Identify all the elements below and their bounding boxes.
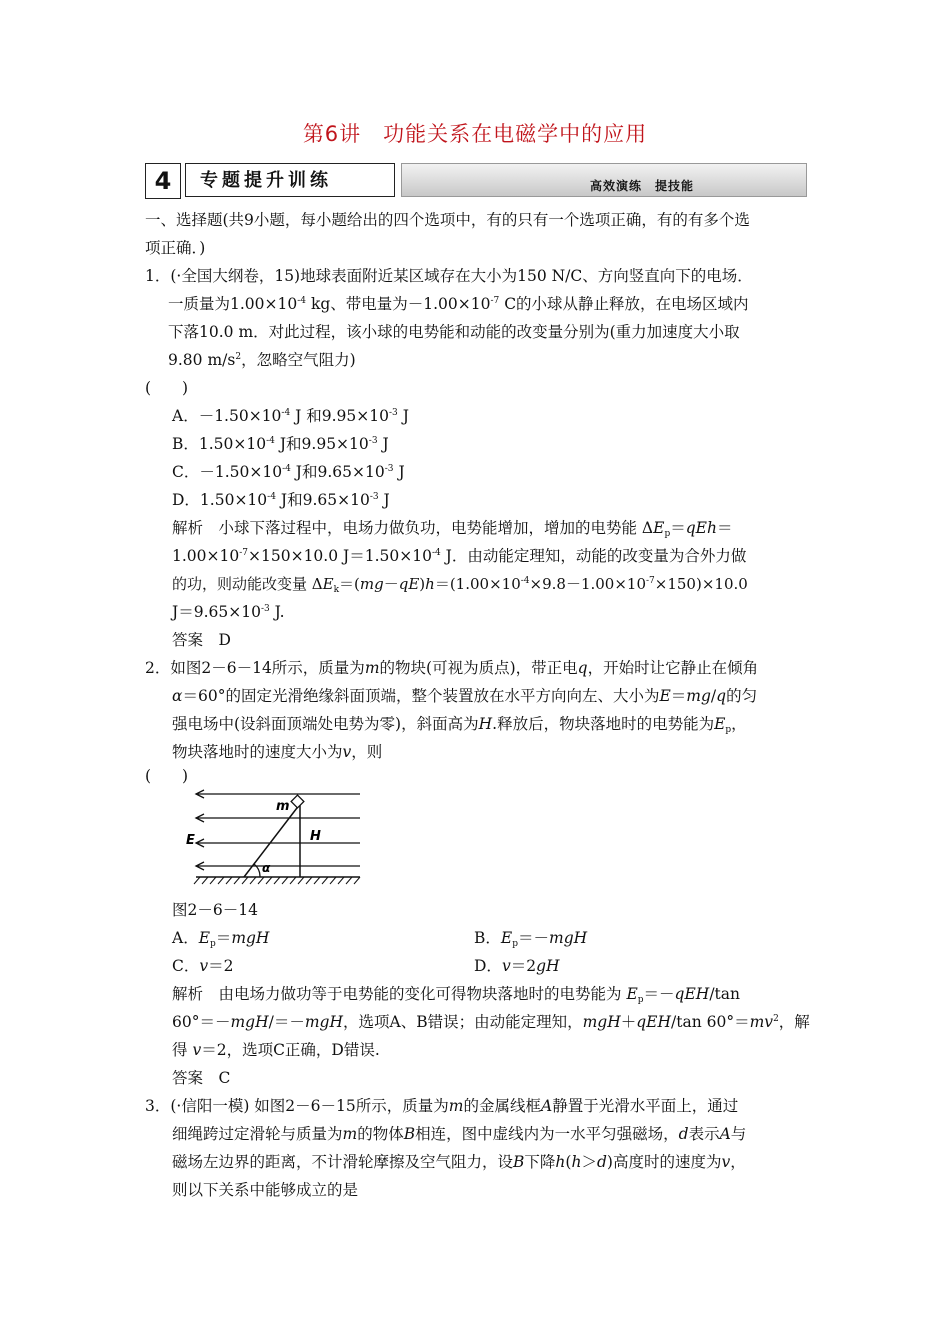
q1-stem-line-2: 一质量为$1.00\times 10^{-4}$ kg、带电量为$-1.00\times 10^{-7}$ C的小球从静止释放，在电场区域内: [168, 295, 749, 313]
q2-figure-caption: 图2－6－14: [172, 901, 258, 919]
q1-answer-blank: ( ): [145, 379, 189, 397]
q1-stem-line-3: 下落10.0 m．对此过程，该小球的电势能和动能的改变量分别为(重力加速度大小取: [168, 323, 740, 341]
fig-label-e: E: [186, 833, 195, 848]
q2-option-a: A．$E_p=mgH$: [172, 929, 270, 949]
section-number: 4: [145, 163, 181, 199]
q2-option-b: B．$E_p=-mgH$: [474, 929, 588, 949]
q1-option-a: A．$-1.50\times 10^{-4}$ J 和$9.95\times 10^{-3}$ J: [172, 407, 409, 425]
q2-stem-line-2: α＝60°的固定光滑绝缘斜面顶端，整个装置放在水平方向向左、大小为E＝mg/q的匀: [172, 687, 758, 705]
q2-answer-blank: ( ): [145, 767, 189, 785]
fig-label-alpha: α: [262, 861, 271, 875]
q2-option-d: D．v＝2gH: [474, 957, 560, 975]
q1-analysis-line-4: $J=9.65\times 10^{-3}$ J.: [172, 603, 285, 621]
q1-stem-line-4: 9.80 $m/s^2$，忽略空气阻力): [168, 351, 356, 369]
q1-option-b: B．$1.50\times 10^{-4}$ J和$9.95\times 10^{-3}$ J: [172, 435, 389, 453]
section-label: 专题提升训练: [185, 163, 395, 197]
intro-line-1: 一、选择题(共9小题，每小题给出的四个选项中，有的只有一个选项正确，有的有多个选: [145, 211, 750, 229]
q1-analysis-line-3: 的功，则动能改变量 $\Delta E_k=(mg-qE)h=(1.00\times 10^{-4}\times 9.8-1.00\times 10^{-7}\times 150)\times 10.0$: [172, 575, 748, 595]
page-title: 第6讲 功能关系在电磁学中的应用: [302, 122, 648, 146]
q3-stem-line-2: 细绳跨过定滑轮与质量为m的物体B相连，图中虚线内为一水平匀强磁场，d表示A与: [172, 1125, 747, 1143]
q2-stem-line-3: 强电场中(设斜面顶端处电势为零)，斜面高为H.释放后，物块落地时的电势能为$E_p$，: [172, 715, 747, 735]
q2-analysis-line-2: 60°＝－mgH/＝－mgH，选项A、B错误；由动能定理知，mgH＋qEH/tan $60^\circ=mv^2$，解: [172, 1013, 810, 1031]
q2-option-c: C．v＝2: [172, 957, 234, 975]
q2-analysis-line-3: 得 v＝2，选项C正确，D错误.: [172, 1041, 380, 1059]
q1-stem-line-1: 1．(·全国大纲卷，15)地球表面附近某区域存在大小为150 N/C、方向竖直向下的电场．: [145, 267, 753, 285]
q1-analysis-line-2: $1.00\times 10^{-7}\times 150\times 10.0$ $J=1.50\times 10^{-4}$ J．由动能定理知，动能的改变量为合外力做: [172, 547, 747, 565]
section-banner: [145, 163, 807, 199]
fig-label-m: m: [276, 799, 290, 814]
q2-stem-line-4: 物块落地时的速度大小为v，则: [172, 743, 383, 761]
q2-answer: 答案 C: [172, 1069, 231, 1087]
q1-option-d: D．$1.50\times 10^{-4}$ J和$9.65\times 10^{-3}$ J: [172, 491, 390, 509]
q1-analysis-line-1: 解析 小球下落过程中，电场力做负功，电势能增加，增加的电势能 $\Delta E_p=qEh=$: [172, 519, 733, 539]
q1-option-c: C．$-1.50\times 10^{-4}$ J和$9.65\times 10^{-3}$ J: [172, 463, 405, 481]
q3-stem-line-3: 磁场左边界的距离，不计滑轮摩擦及空气阻力，设B下降h(h＞d)高度时的速度为v，: [172, 1153, 746, 1171]
q3-stem-line-4: 则以下关系中能够成立的是: [172, 1181, 359, 1199]
fig-label-h: H: [310, 829, 321, 844]
banner-bar: [401, 163, 807, 197]
intro-line-2: 项正确．): [145, 239, 206, 257]
banner-tagline: 高效演练 提技能: [589, 179, 694, 193]
q2-incline-figure: [186, 788, 370, 890]
q2-analysis-line-1: 解析 由电场力做功等于电势能的变化可得物块落地时的电势能为 $E_p=-qEH/\tan$: [172, 985, 740, 1005]
q3-stem-line-1: 3．(·信阳一模) 如图2－6－15所示，质量为m的金属线框A静置于光滑水平面上，通过: [145, 1097, 739, 1115]
q2-stem-line-1: 2．如图2－6－14所示，质量为m的物块(可视为质点)，带正电q，开始时让它静止在倾角: [145, 659, 759, 677]
q1-answer: 答案 D: [172, 631, 231, 649]
